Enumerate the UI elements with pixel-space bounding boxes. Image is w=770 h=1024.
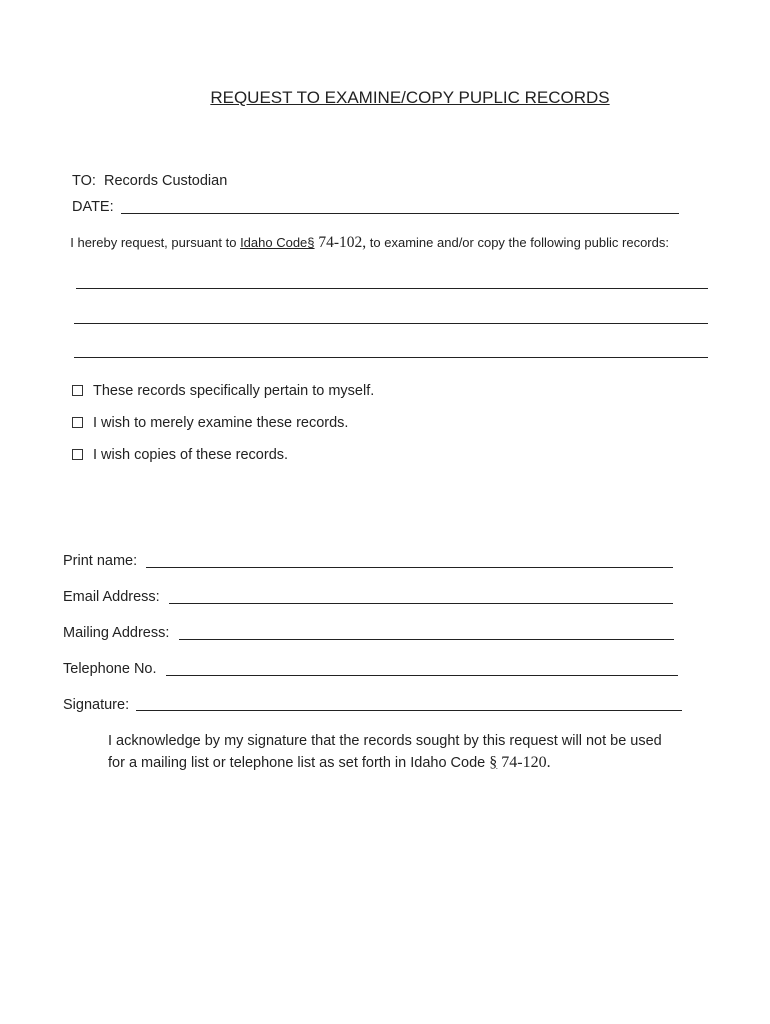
print-name-field[interactable]	[146, 567, 673, 568]
records-line-2[interactable]	[74, 323, 708, 324]
acknowledgement-code-number: 74-120.	[497, 754, 551, 771]
acknowledgement-text	[108, 731, 668, 774]
checkbox-label: I wish to merely examine these records.	[93, 415, 349, 431]
form-title: REQUEST TO EXAMINE/COPY PUPLIC RECORDS	[210, 88, 610, 107]
checkbox-examine[interactable]	[72, 415, 348, 431]
mailing-address-label: Mailing Address:	[63, 625, 170, 641]
to-value: Records Custodian	[103, 173, 228, 189]
to-line	[72, 173, 227, 189]
request-statement	[63, 234, 683, 252]
checkbox-copies[interactable]	[72, 447, 288, 463]
checkbox-pertain-myself[interactable]	[72, 383, 374, 399]
checkbox-box[interactable]	[72, 385, 83, 396]
checkbox-box[interactable]	[72, 449, 83, 460]
print-name-label: Print name:	[63, 553, 138, 569]
date-label: DATE:	[72, 199, 114, 215]
email-field[interactable]	[169, 603, 673, 604]
section-symbol: §	[489, 754, 498, 771]
checkbox-label: These records specifically pertain to myself.	[93, 383, 375, 399]
request-suffix: to examine and/or copy the following public records:	[366, 235, 669, 250]
records-line-1[interactable]	[76, 288, 708, 289]
telephone-field[interactable]	[166, 675, 678, 676]
checkbox-label: I wish copies of these records.	[93, 447, 289, 463]
email-label: Email Address:	[63, 589, 160, 605]
mailing-address-field[interactable]	[179, 639, 674, 640]
signature-field[interactable]	[136, 710, 682, 711]
request-code-number: 74-102,	[314, 234, 367, 251]
acknowledgement-body: I acknowledge by my signature that the records sought by this request will not be used for a mailing list or telephone list as set forth in Idaho Code	[108, 733, 662, 771]
request-prefix: I hereby request, pursuant to	[70, 235, 241, 250]
idaho-code-link[interactable]: Idaho Code§	[240, 235, 315, 250]
date-field[interactable]	[121, 213, 679, 214]
checkbox-box[interactable]	[72, 417, 83, 428]
records-line-3[interactable]	[74, 357, 708, 358]
telephone-label: Telephone No.	[63, 661, 157, 677]
to-label: TO:	[72, 173, 96, 189]
signature-label: Signature:	[63, 697, 130, 713]
